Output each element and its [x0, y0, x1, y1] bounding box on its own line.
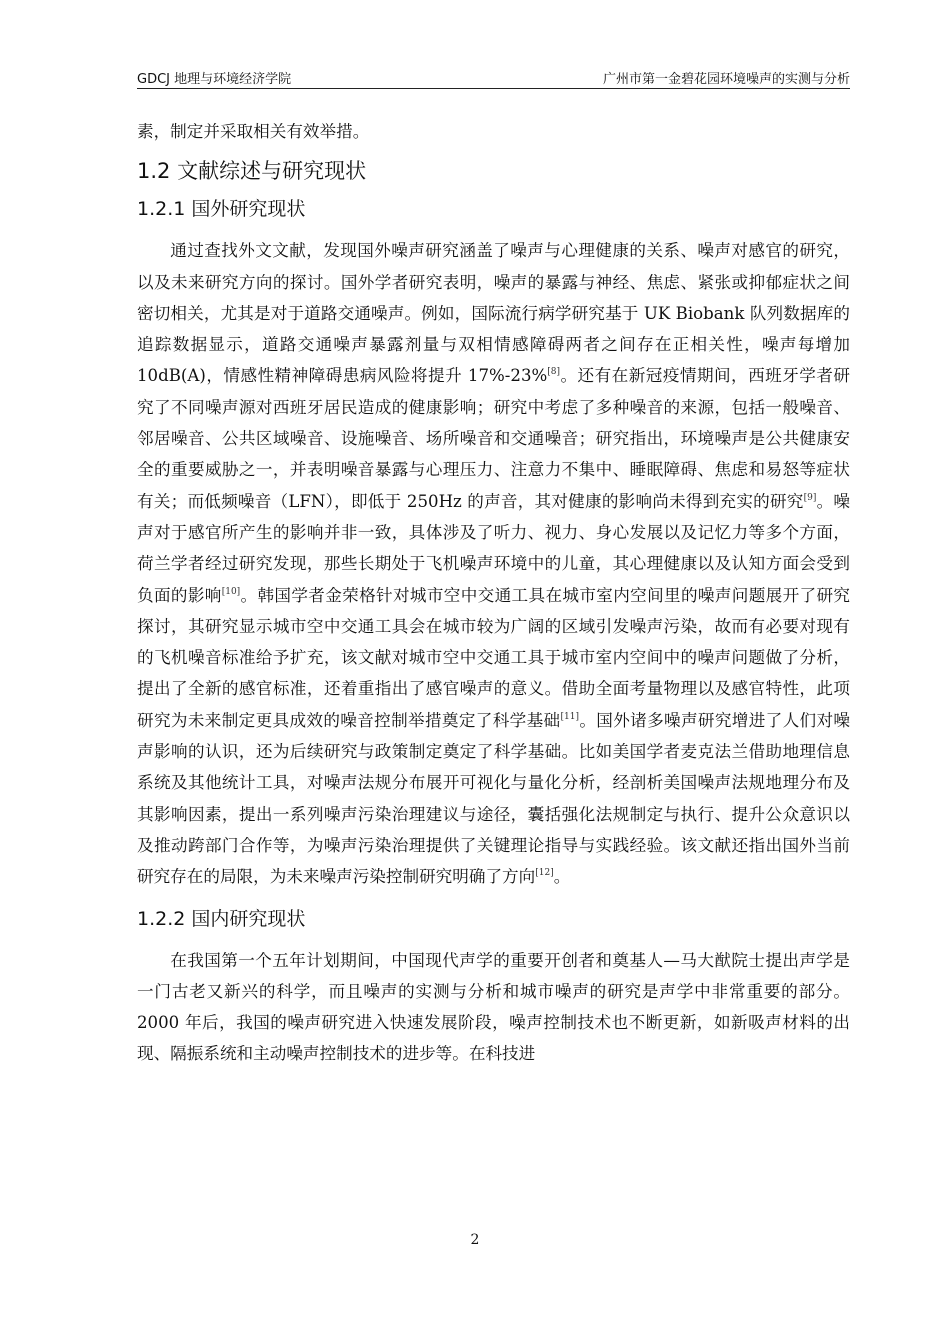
paragraph-text: 通过查找外文文献，发现国外噪声研究涵盖了噪声与心理健康的关系、噪声对感官的研究，以及未来研究方向的探讨。国外学者研究表明，噪声的暴露与神经、焦虑、紧张或抑郁症状之间密切相关，尤其是对于道路交通噪声。例如，国际流行病学研究基于 UK Biobank 队列数据库的追踪数据显示，道路交通噪声暴露剂量与双相情感障碍两者之间存在正相关性，噪声每增加 10dB(A)，情感性精神障碍患病风险将提升 17%-23% [137, 241, 850, 386]
foreign-research-paragraph [137, 235, 850, 892]
citation-ref: [10] [221, 586, 241, 597]
paragraph-text: 。还有在新冠疫情期间，西班牙学者研究了不同噪声源对西班牙居民造成的健康影响；研究中考虑了多种噪音的来源，包括一般噪音、邻居噪音、公共区域噪音、设施噪音、场所噪音和交通噪音；研究指出，环境噪声是公共健康安全的重要威胁之一，并表明噪音暴露与心理压力、注意力不集中、睡眠障碍、焦虑和易怒等症状有关；而低频噪音（LFN），即低于 250Hz 的声音，其对健康的影响尚未得到充实的研究 [137, 366, 850, 511]
section-heading-1-2-1: 1.2.1 国外研究现状 [137, 198, 306, 221]
header-institution: GDCJ 地理与环境经济学院 [137, 72, 292, 87]
page-header [137, 66, 850, 89]
section-heading-1-2: 1.2 文献综述与研究现状 [137, 159, 367, 184]
citation-ref: [8] [547, 367, 561, 378]
intro-tail-paragraph: 素，制定并采取相关有效举措。 [137, 122, 370, 141]
header-thesis-title: 广州市第一金碧花园环境噪声的实测与分析 [602, 72, 850, 87]
page-content [137, 116, 850, 1070]
paragraph-text: 。 [553, 867, 571, 887]
paragraph-text: 。韩国学者金荣格针对城市空中交通工具在城市室内空间里的噪声问题展开了研究探讨，其研究显示城市空中交通工具会在城市较为广阔的区域引发噪声污染，故而有必要对现有的飞机噪音标准给予扩充，该文献对城市空中交通工具于城市室内空间中的噪声问题做了分析，提出了全新的感官标准，还着重指出了感官噪声的意义。借助全面考量物理以及感官特性，此项研究为未来制定更具成效的噪音控制举措奠定了科学基础 [137, 585, 851, 730]
paragraph-text: 。噪声对于感官所产生的影响并非一致，具体涉及了听力、视力、身心发展以及记忆力等多个方面，荷兰学者经过研究发现，那些长期处于飞机噪声环境中的儿童，其心理健康以及认知方面会受到负面的影响 [137, 491, 851, 605]
paragraph-text: 。国外诸多噪声研究增进了人们对噪声影响的认识，还为后续研究与政策制定奠定了科学基础。比如美国学者麦克法兰借助地理信息系统及其他统计工具，对噪声法规分布展开可视化与量化分析，经剖析美国噪声法规地理分布及其影响因素，提出一系列噪声污染治理建议与途径，囊括强化法规制定与执行、提升公众意识以及推动跨部门合作等，为噪声污染治理提供了关键理论指导与实践经验。该文献还指出国外当前研究存在的局限，为未来噪声污染控制研究明确了方向 [137, 710, 850, 887]
citation-ref: [9] [803, 492, 817, 503]
page-number: 2 [470, 1232, 480, 1248]
citation-ref: [11] [560, 711, 579, 722]
citation-ref: [12] [535, 868, 554, 879]
domestic-research-paragraph: 在我国第一个五年计划期间，中国现代声学的重要开创者和奠基人—马大猷院士提出声学是一门古老又新兴的科学，而且噪声的实测与分析和城市噪声的研究是声学中非常重要的部分。2000 年后，我国的噪声研究进入快速发展阶段，噪声控制技术也不断更新，如新吸声材料的出现、隔振系统和主动噪声控制技术的进步等。在科技进 [137, 950, 850, 1064]
section-heading-1-2-2: 1.2.2 国内研究现状 [137, 907, 306, 930]
